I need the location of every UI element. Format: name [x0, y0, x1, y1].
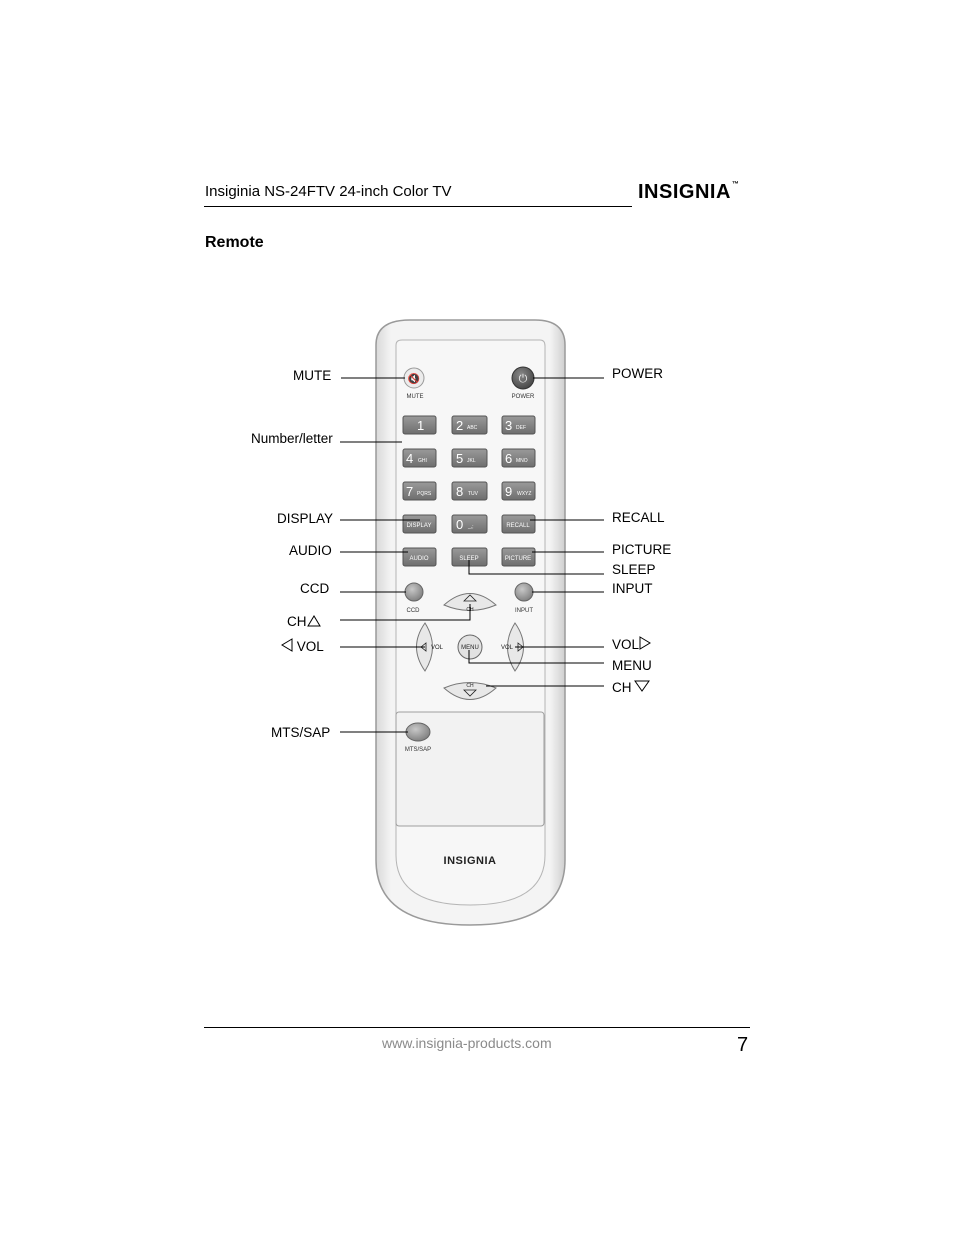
svg-text:3: 3	[505, 418, 513, 433]
callout-ch-down	[612, 680, 650, 695]
callout-ch-up	[287, 614, 321, 629]
svg-text:5: 5	[456, 451, 464, 466]
ccd-button	[405, 583, 423, 601]
callout-mts-sap: MTS/SAP	[271, 725, 331, 740]
svg-text:PICTURE: PICTURE	[504, 556, 532, 562]
svg-text:CH: CH	[466, 607, 474, 613]
key-4	[403, 449, 436, 467]
mute-button-label: MUTE	[406, 394, 424, 400]
callout-power: POWER	[612, 366, 664, 381]
callout-mute: MUTE	[293, 368, 332, 383]
svg-text:6: 6	[505, 451, 513, 466]
callout-input: INPUT	[612, 581, 653, 596]
triangle-up-icon	[307, 615, 321, 627]
callout-sleep: SLEEP	[612, 562, 656, 577]
key-3	[502, 416, 535, 434]
svg-text:ABC: ABC	[467, 425, 478, 431]
input-button	[515, 583, 533, 601]
mute-icon: 🔇	[407, 374, 421, 385]
svg-text:AUDIO: AUDIO	[409, 556, 429, 562]
callout-vol-left	[281, 638, 324, 654]
key-2	[452, 416, 487, 434]
callout-recall: RECALL	[612, 510, 665, 525]
svg-text:_,;: _,;	[468, 524, 474, 530]
picture-button	[502, 548, 535, 566]
page-number: 7	[737, 1034, 749, 1056]
key-5	[452, 449, 487, 467]
footer-url: www.insignia-products.com	[382, 1035, 552, 1051]
document-header-title: Insiginia NS-24FTV 24-inch Color TV	[205, 183, 452, 200]
callout-ch-up-label: CH	[287, 614, 307, 629]
callout-display: DISPLAY	[277, 511, 334, 526]
svg-text:VOL: VOL	[431, 645, 444, 651]
triangle-right-icon	[639, 636, 651, 650]
svg-text:MENU: MENU	[461, 645, 479, 651]
svg-text:4: 4	[406, 451, 414, 466]
callout-vol-right	[612, 636, 651, 652]
callout-audio: AUDIO	[289, 543, 332, 558]
key-8	[452, 482, 487, 500]
callout-picture: PICTURE	[612, 542, 672, 557]
callout-vol-left-label: VOL	[296, 639, 324, 654]
svg-text:RECALL: RECALL	[506, 523, 530, 529]
svg-text:WXYZ: WXYZ	[517, 491, 532, 497]
svg-text:0: 0	[456, 517, 464, 532]
key-6	[502, 449, 535, 467]
svg-text:VOL: VOL	[501, 645, 514, 651]
svg-text:DISPLAY: DISPLAY	[406, 523, 432, 529]
svg-text:MNO: MNO	[516, 458, 528, 464]
section-title: Remote	[205, 234, 264, 251]
key-0	[452, 515, 487, 533]
audio-button	[403, 548, 436, 566]
display-button	[403, 515, 436, 533]
menu-button	[458, 635, 482, 659]
key-1	[403, 416, 436, 434]
callout-vol-right-label: VOL	[612, 637, 640, 652]
power-icon: ⏻	[518, 373, 528, 385]
svg-text:TUV: TUV	[468, 491, 478, 497]
triangle-down-icon	[634, 680, 650, 692]
svg-text:1: 1	[417, 418, 425, 433]
footer-rule	[204, 1027, 750, 1028]
svg-text:8: 8	[456, 484, 464, 499]
callout-ccd: CCD	[300, 581, 330, 596]
svg-text:2: 2	[456, 418, 464, 433]
svg-text:DEF: DEF	[516, 425, 526, 431]
svg-text:JKL: JKL	[467, 458, 476, 464]
insignia-logo: INSIGNIA™	[638, 181, 740, 203]
ccd-button-label: CCD	[406, 608, 420, 614]
svg-text:PQRS: PQRS	[417, 491, 432, 497]
callout-number-letter: Number/letter	[251, 431, 333, 446]
callout-menu: MENU	[612, 658, 652, 673]
svg-text:GHI: GHI	[418, 458, 427, 464]
svg-text:SLEEP: SLEEP	[459, 556, 479, 562]
svg-text:7: 7	[406, 484, 414, 499]
svg-text:9: 9	[505, 484, 513, 499]
power-button-label: POWER	[511, 394, 535, 400]
remote-brand-logo: INSIGNIA	[443, 855, 497, 867]
recall-button	[502, 515, 535, 533]
mts-sap-button-label: MTS/SAP	[404, 747, 432, 753]
callout-ch-down-label: CH	[612, 680, 632, 695]
svg-text:CH: CH	[466, 683, 474, 689]
key-7	[403, 482, 436, 500]
triangle-left-icon	[281, 638, 293, 652]
mts-sap-button	[406, 723, 430, 741]
key-9	[502, 482, 535, 500]
input-button-label: INPUT	[515, 608, 533, 614]
